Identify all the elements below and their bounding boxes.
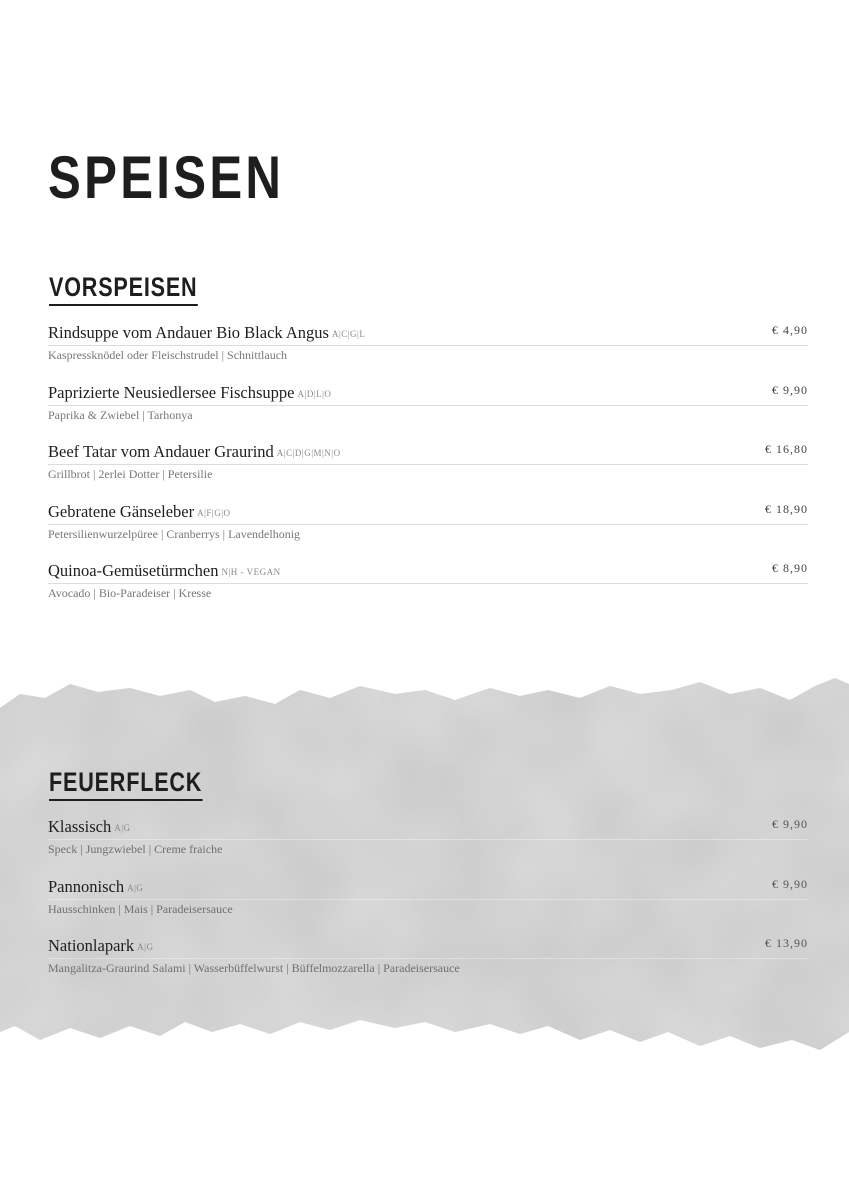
- item-description: Mangalitza-Graurind Salami | Wasserbüffelwurst | Büffelmozzarella | Paradeisersauce: [48, 961, 460, 975]
- item-name: Klassisch: [48, 817, 112, 836]
- menu-item: [48, 815, 808, 875]
- allergen-codes: A|C|G|L: [331, 329, 366, 339]
- item-description: Petersilienwurzelpüree | Cranberrys | Lavendelhonig: [48, 526, 301, 541]
- allergen-codes: A|D|L|O: [297, 388, 332, 399]
- item-description: Speck | Jungzwiebel | Creme fraiche: [48, 842, 223, 856]
- item-price: € 4,90: [772, 323, 808, 337]
- item-name: Paprizierte Neusiedlersee Fischsuppe: [48, 382, 295, 402]
- item-description: Kaspressknödel oder Fleischstrudel | Schnittlauch: [48, 348, 288, 362]
- item-name: Nationlapark: [48, 936, 135, 955]
- allergen-codes: A|F|G|O: [197, 507, 231, 518]
- item-price: € 9,90: [772, 382, 808, 397]
- page-title: SPEISEN: [48, 144, 285, 211]
- item-price: € 8,90: [772, 561, 808, 575]
- item-description: Paprika & Zwiebel | Tarhonya: [48, 407, 193, 422]
- menu-item: [48, 321, 808, 381]
- menu-item: [48, 559, 808, 619]
- menu-item: [48, 500, 808, 560]
- section-heading-feuerfleck: FEUERFLECK: [49, 766, 202, 801]
- item-price: € 9,90: [772, 876, 808, 891]
- allergen-codes: A|G: [127, 882, 144, 893]
- feuerfleck-list: [48, 815, 808, 994]
- item-price: € 13,90: [765, 936, 808, 950]
- item-price: € 18,90: [765, 501, 808, 516]
- menu-item: [48, 875, 808, 935]
- allergen-codes: A|G: [137, 942, 154, 952]
- menu-item: [48, 934, 808, 994]
- menu-item: [48, 440, 808, 500]
- item-name: Pannonisch: [48, 876, 125, 896]
- item-name: Beef Tatar vom Andauer Graurind: [48, 442, 274, 461]
- vorspeisen-list: [48, 321, 808, 619]
- item-description: Avocado | Bio-Paradeiser | Kresse: [48, 586, 212, 600]
- item-name: Quinoa-Gemüsetürmchen: [48, 561, 219, 580]
- allergen-codes: A|G: [114, 823, 131, 833]
- item-price: € 16,80: [765, 442, 808, 456]
- menu-item: [48, 381, 808, 441]
- allergen-codes: A|C|D|G|M|N|O: [276, 448, 341, 458]
- item-description: Hausschinken | Mais | Paradeisersauce: [48, 901, 233, 916]
- allergen-codes: N|H - VEGAN: [221, 567, 281, 577]
- item-name: Rindsuppe vom Andauer Bio Black Angus: [48, 323, 329, 342]
- item-price: € 9,90: [772, 817, 808, 831]
- item-name: Gebratene Gänseleber: [48, 501, 195, 521]
- item-description: Grillbrot | 2erlei Dotter | Petersilie: [48, 467, 213, 481]
- section-heading-vorspeisen: VORSPEISEN: [49, 271, 197, 306]
